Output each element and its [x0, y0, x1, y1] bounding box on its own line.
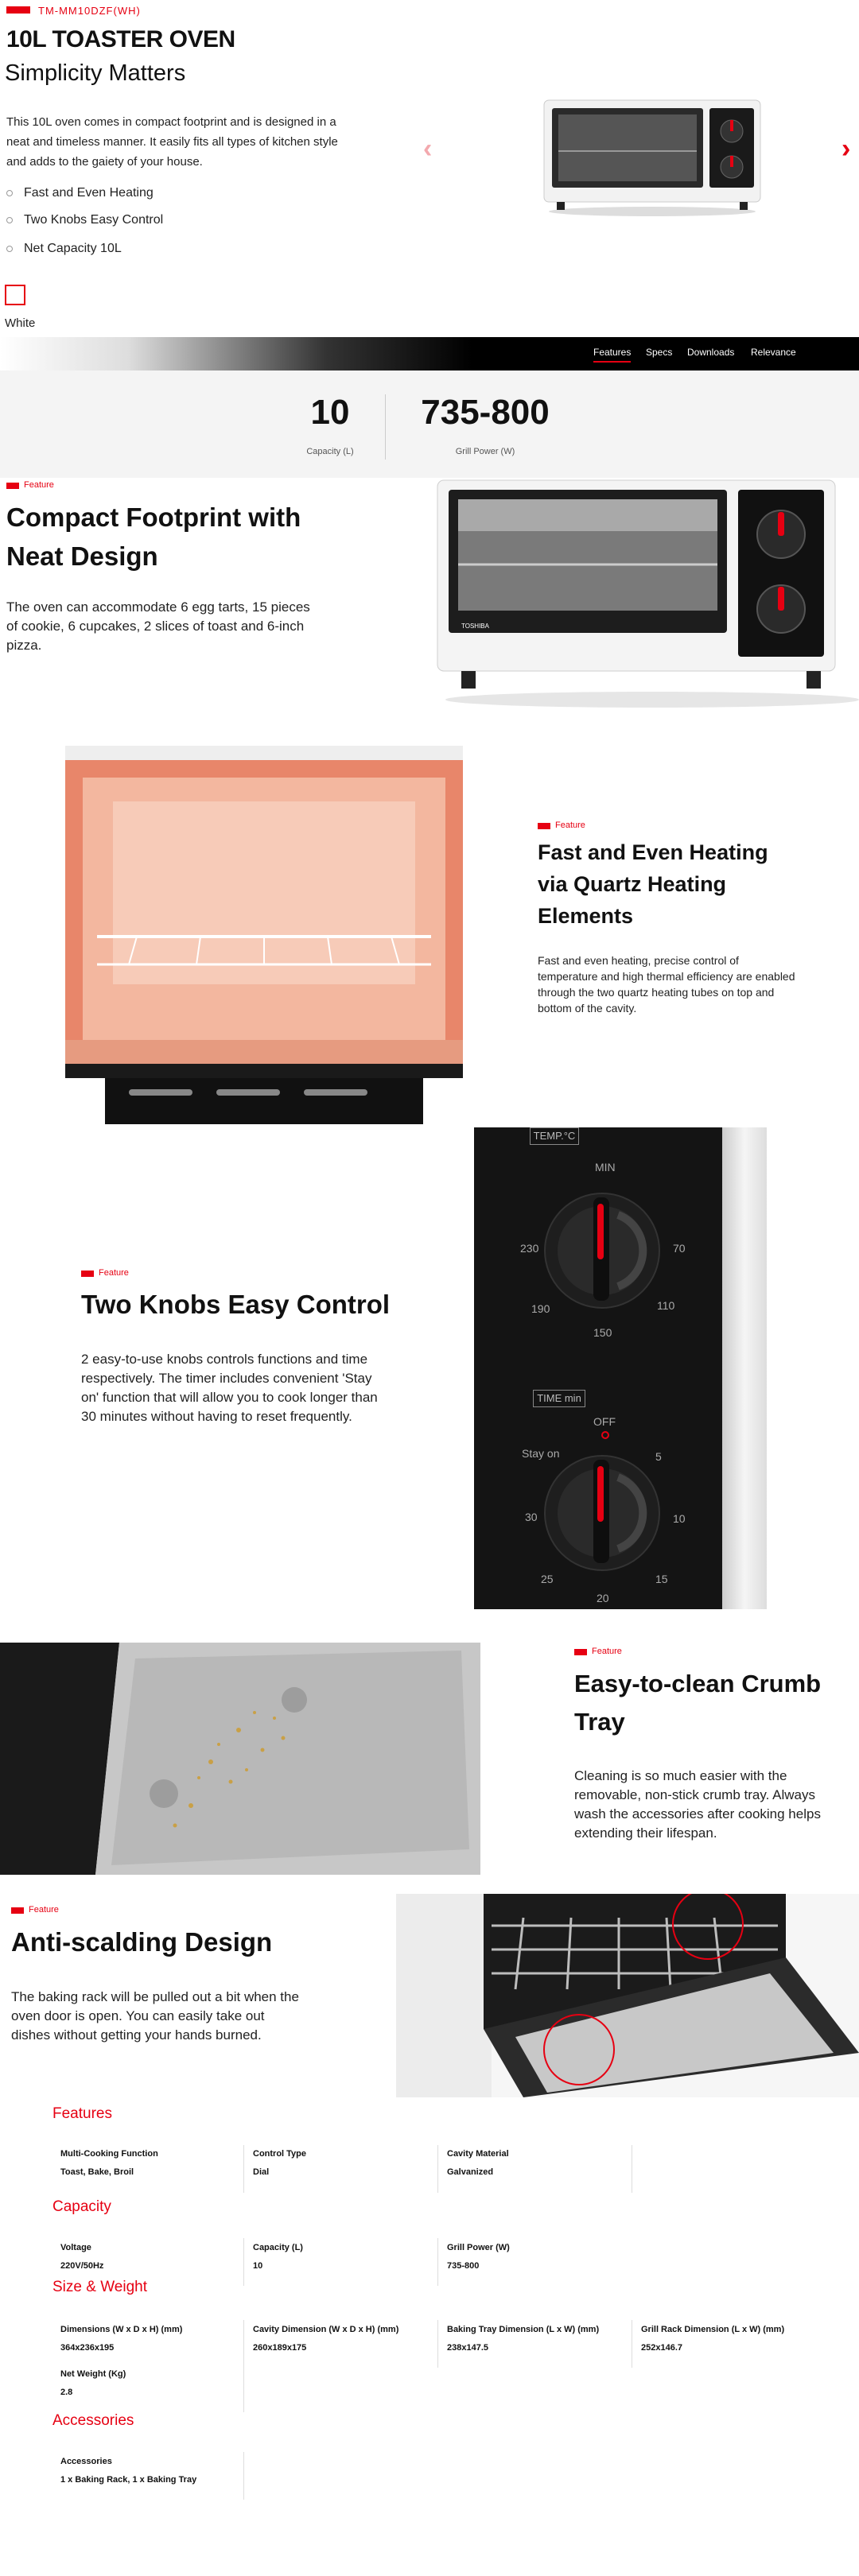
spec-key: Baking Tray Dimension (L x W) (mm) — [447, 2325, 600, 2334]
spec-value: 10 — [253, 2261, 263, 2271]
nav-tab-specs[interactable]: Specs — [646, 347, 673, 358]
spec-value: Toast, Bake, Broil — [60, 2167, 134, 2177]
nav-tab-relevance[interactable]: Relevance — [751, 347, 796, 358]
spec-heading-size-weight: Size & Weight — [52, 2279, 147, 2295]
stat-value: 735-800 — [421, 393, 550, 432]
spec-value: 1 x Baking Rack, 1 x Baking Tray — [60, 2475, 197, 2485]
spec-key: Cavity Dimension (W x D x H) (mm) — [253, 2325, 399, 2334]
temperature-knob[interactable] — [542, 1183, 662, 1318]
carousel-next-icon[interactable]: › — [842, 134, 851, 164]
feature-tag: Feature — [99, 1268, 129, 1278]
stat-divider — [385, 394, 386, 460]
carousel-prev-icon[interactable]: ‹ — [423, 134, 433, 164]
spec-key: Capacity (L) — [253, 2243, 303, 2252]
temp-mark: 70 — [673, 1242, 686, 1255]
feature-tag-mark — [6, 483, 19, 489]
nav-tab-features[interactable]: Features — [593, 347, 631, 363]
knob-panel-image — [474, 1127, 767, 1609]
feature-title: Fast and Even Heating via Quartz Heating Elements — [538, 840, 768, 928]
nav-tab-downloads[interactable]: Downloads — [687, 347, 735, 358]
feature-title: Two Knobs Easy Control — [81, 1290, 391, 1319]
spec-divider — [243, 2452, 244, 2500]
key-stats-band — [0, 370, 859, 478]
time-mark: OFF — [593, 1415, 616, 1428]
spec-value: 238x147.5 — [447, 2343, 488, 2353]
temp-label: TEMP.°C — [530, 1127, 579, 1145]
temp-mark: 190 — [531, 1302, 550, 1315]
spec-divider — [243, 2145, 244, 2193]
spec-divider — [437, 2238, 438, 2286]
spec-value: 252x146.7 — [641, 2343, 682, 2353]
spec-key: Cavity Material — [447, 2149, 509, 2159]
spec-value: 364x236x195 — [60, 2343, 115, 2353]
spec-heading-accessories: Accessories — [52, 2412, 134, 2429]
spec-heading-capacity: Capacity — [52, 2198, 111, 2215]
page-subtitle: Simplicity Matters — [5, 60, 186, 86]
oven-brand-label: TOSHIBA — [461, 623, 489, 630]
time-mark: 30 — [525, 1511, 538, 1523]
time-mark: Stay on — [522, 1447, 560, 1460]
feature-interior-image — [65, 746, 463, 1127]
product-model: TM-MM10DZF(WH) — [38, 5, 141, 17]
feature-text: The baking rack will be pulled out a bit when the oven door is open. You can easily take out dishes without getting your hands burned. — [11, 1989, 299, 2043]
spec-value: 2.8 — [60, 2388, 73, 2397]
off-indicator-icon — [601, 1431, 609, 1439]
temp-mark: MIN — [595, 1161, 616, 1174]
product-description: This 10L oven comes in compact footprint and is designed in a neat and timeless manner. It easily fits all types of kitchen style and adds to the gaiety of your house. — [6, 115, 338, 169]
time-mark: 25 — [541, 1573, 554, 1585]
spec-value: 260x189x175 — [253, 2343, 307, 2353]
stat-value: 10 — [310, 393, 350, 432]
feature-tag-mark — [574, 1649, 587, 1655]
time-mark: 20 — [597, 1592, 609, 1604]
color-swatch-white[interactable] — [5, 285, 25, 305]
time-mark: 5 — [655, 1450, 662, 1463]
temp-mark: 230 — [520, 1242, 539, 1255]
feature-title: Anti-scalding Design — [11, 1927, 273, 1957]
spec-divider — [437, 2320, 438, 2368]
stat-label: Grill Power (W) — [455, 447, 515, 456]
feature-tag: Feature — [555, 821, 585, 830]
feature-crumb-tray-image — [0, 1643, 480, 1875]
feature-title: Easy-to-clean Crumb Tray — [574, 1670, 822, 1736]
spec-key: Grill Rack Dimension (L x W) (mm) — [641, 2325, 785, 2334]
page-title: 10L TOASTER OVEN — [6, 26, 235, 52]
timer-knob[interactable] — [542, 1445, 662, 1581]
feature-oven-front-image — [430, 477, 859, 716]
spec-key: Dimensions (W x D x H) (mm) — [60, 2325, 183, 2334]
spec-key: Control Type — [253, 2149, 307, 2159]
feature-tag: Feature — [29, 1905, 59, 1915]
spec-divider — [437, 2145, 438, 2193]
feature-text: Fast and even heating, precise control of temperature and high thermal efficiency are enabled through the two quartz heating tubes on top and bottom of the cavity. — [538, 954, 795, 1014]
brand-mark — [6, 6, 30, 14]
feature-tag-mark — [81, 1271, 94, 1277]
feature-tag-mark — [11, 1907, 24, 1914]
feature-tag-mark — [538, 823, 550, 829]
bullet-item: Two Knobs Easy Control — [6, 213, 163, 227]
spec-value: 735-800 — [447, 2261, 480, 2271]
section-nav — [0, 337, 859, 370]
time-label: TIME min — [533, 1390, 585, 1407]
spec-value: Dial — [253, 2167, 270, 2177]
feature-text: Cleaning is so much easier with the removable, non-stick crumb tray. Always wash the accessories after cooking helps extending their lifespan. — [574, 1768, 821, 1841]
feature-anti-scald-image — [396, 1894, 859, 2097]
spec-key: Multi-Cooking Function — [60, 2149, 158, 2159]
spec-heading-features: Features — [52, 2105, 112, 2122]
spec-key: Grill Power (W) — [447, 2243, 510, 2252]
spec-key: Net Weight (Kg) — [60, 2369, 126, 2379]
bullet-item: Fast and Even Heating — [6, 186, 154, 200]
hero-oven-image — [541, 95, 764, 219]
feature-tag: Feature — [24, 480, 54, 490]
feature-title: Compact Footprint with Neat Design — [6, 502, 301, 571]
temp-mark: 110 — [657, 1299, 675, 1312]
panel-edge — [722, 1127, 767, 1609]
feature-tag: Feature — [592, 1647, 622, 1656]
bullet-item: Net Capacity 10L — [6, 242, 122, 256]
spec-divider — [243, 2320, 244, 2412]
color-label: White — [5, 316, 36, 330]
stat-label: Capacity (L) — [306, 447, 354, 456]
feature-text: 2 easy-to-use knobs controls functions and time respectively. The timer includes convenient 'Stay on' function that will allow you to cook longer than 30 minutes without having to reset frequently. — [81, 1352, 378, 1424]
spec-divider — [243, 2238, 244, 2286]
feature-text: The oven can accommodate 6 egg tarts, 15 pieces of cookie, 6 cupcakes, 2 slices of toast and 6-inch pizza. — [6, 599, 310, 653]
spec-key: Voltage — [60, 2243, 91, 2252]
spec-value: 220V/50Hz — [60, 2261, 104, 2271]
spec-key: Accessories — [60, 2457, 112, 2466]
time-mark: 15 — [655, 1573, 668, 1585]
temp-mark: 150 — [593, 1326, 612, 1339]
time-mark: 10 — [673, 1512, 686, 1525]
spec-value: Galvanized — [447, 2167, 494, 2177]
